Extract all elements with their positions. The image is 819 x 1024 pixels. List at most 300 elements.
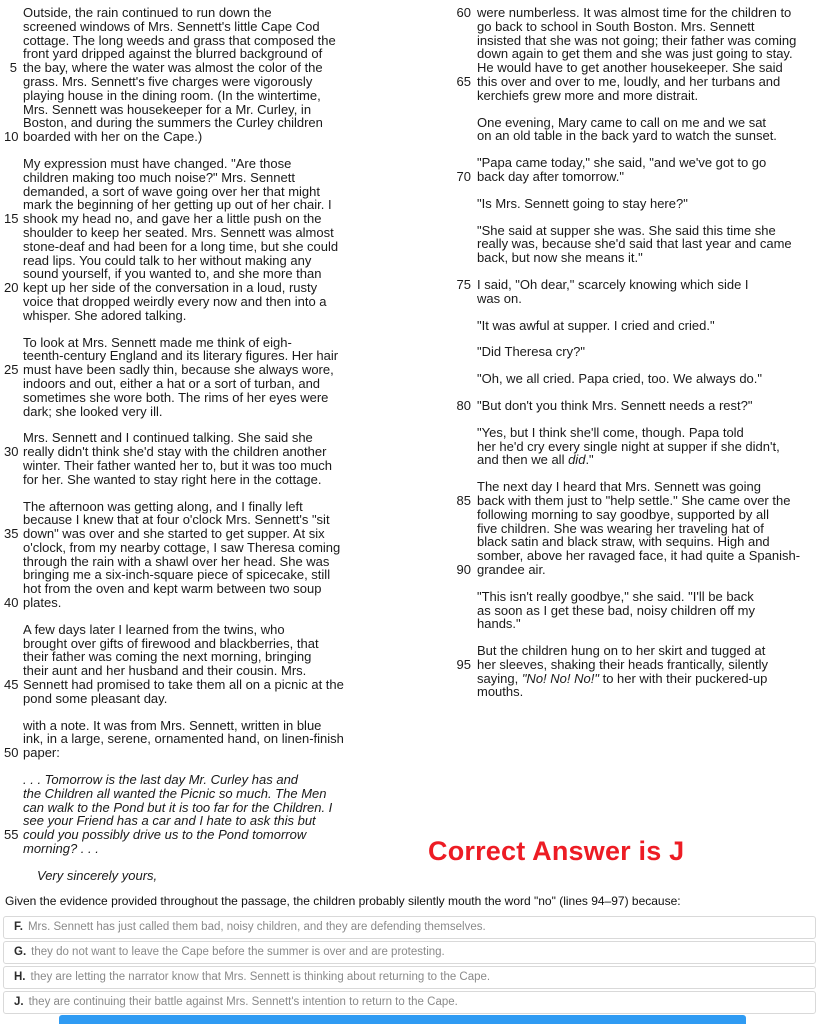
line-number — [4, 568, 17, 582]
passage-line-text: read lips. You could talk to her without making any — [23, 252, 312, 268]
passage-line — [4, 555, 416, 569]
passage-line — [4, 47, 416, 61]
line-number — [4, 869, 17, 883]
text-segment: "No! No! No!" — [521, 670, 599, 686]
passage-line — [4, 185, 416, 199]
passage-line-text: Boston, and during the summers the Curley children — [23, 115, 323, 131]
passage-line — [454, 549, 816, 563]
passage-line — [454, 75, 816, 89]
passage-line — [454, 604, 816, 618]
passage-line-text: "Yes, but I think she'll come, though. Papa told — [477, 424, 744, 440]
line-number — [4, 431, 17, 445]
passage-line — [454, 453, 816, 467]
line-number — [454, 508, 471, 522]
passage-line-text: back with them just to "help settle." She came over the — [477, 492, 791, 508]
passage-line-text: paper: — [23, 745, 60, 761]
line-number — [454, 20, 471, 34]
passage-paragraph — [4, 623, 416, 706]
line-number — [454, 129, 471, 143]
line-number — [454, 34, 471, 48]
passage-line-text: Outside, the rain continued to run down the — [23, 5, 272, 20]
line-number — [4, 773, 17, 787]
line-number — [454, 685, 471, 699]
passage-paragraph — [4, 773, 416, 856]
passage-line — [454, 47, 816, 61]
passage-line-text: really was, because she'd said that last year and came — [477, 236, 792, 252]
passage-paragraph — [454, 399, 816, 413]
passage-line — [4, 240, 416, 254]
line-number — [4, 336, 17, 350]
line-number: 65 — [456, 73, 471, 89]
passage-line — [4, 869, 416, 883]
passage-line-text: their father was coming the next morning, bringing — [23, 649, 312, 665]
passage-line — [454, 20, 816, 34]
line-number — [4, 582, 17, 596]
passage-line-text: "It was awful at supper. I cried and cried." — [477, 317, 715, 333]
line-number: 25 — [4, 362, 19, 378]
passage-line-text: back, but now she means it." — [477, 250, 643, 266]
passage-line — [4, 664, 416, 678]
passage-line-text: "Papa came today," she said, "and we've got to go — [477, 155, 767, 171]
passage-line — [4, 787, 416, 801]
passage-line-text: voice that dropped weirdly every now and then into a — [23, 293, 327, 309]
passage-paragraph — [454, 278, 816, 306]
line-number — [454, 535, 471, 549]
passage-line — [454, 251, 816, 265]
passage-line-text: for her. She wanted to stay right here in the cottage. — [23, 471, 322, 487]
passage-line-text: grandee air. — [477, 561, 546, 577]
passage-line — [454, 197, 816, 211]
passage-line — [454, 590, 816, 604]
line-number — [4, 89, 17, 103]
passage-line — [4, 445, 416, 459]
passage-line-text: sound yourself, if you wanted to, and she more than — [23, 266, 322, 282]
passage-line-text: as soon as I get these bad, noisy children off my — [477, 602, 755, 618]
line-number — [4, 6, 17, 20]
passage-line — [454, 644, 816, 658]
passage-line — [454, 89, 816, 103]
passage-line — [454, 399, 816, 413]
passage-line — [454, 61, 816, 75]
line-number — [4, 116, 17, 130]
passage-line-text: Mrs. Sennett and I continued talking. She said she — [23, 430, 313, 446]
passage-line — [4, 732, 416, 746]
passage-line-text: the Children all wanted the Picnic so much. The Men — [23, 785, 327, 801]
passage-line — [4, 582, 416, 596]
passage-paragraph — [4, 869, 416, 883]
line-number — [4, 732, 17, 746]
passage-line — [4, 623, 416, 637]
passage-paragraph — [454, 590, 816, 631]
passage-line-text: plates. — [23, 595, 62, 611]
passage-line — [4, 103, 416, 117]
passage-column-left — [4, 6, 416, 896]
passage-line-text: go back to school in South Boston. Mrs. Sennett — [477, 18, 755, 34]
line-number — [4, 185, 17, 199]
passage-line-text: To look at Mrs. Sennett made me think of eigh- — [23, 334, 292, 350]
passage-line — [4, 500, 416, 514]
passage-line — [4, 692, 416, 706]
line-number — [4, 473, 17, 487]
passage-line-text: mark the beginning of her getting up out of her chair. I — [23, 197, 332, 213]
passage-line — [4, 678, 416, 692]
passage-line — [454, 292, 816, 306]
passage-paragraph — [454, 197, 816, 211]
passage-line-text: could you possibly drive us to the Pond tomorrow — [23, 827, 307, 843]
text-segment: ." — [585, 452, 594, 468]
passage-paragraph — [454, 116, 816, 144]
passage-line-text: winter. Their father wanted her to, but it was too much — [23, 457, 333, 473]
passage-line-text: on an old table in the back yard to watch the sunset. — [477, 128, 777, 144]
passage-line — [454, 617, 816, 631]
passage-line-text: their aunt and her husband and their cousin. Mrs. — [23, 663, 307, 679]
passage-line — [4, 267, 416, 281]
passage-line — [4, 212, 416, 226]
passage-line-text: hands." — [477, 616, 521, 632]
passage-line-text — [477, 453, 594, 467]
passage-line-text: hot from the oven and kept warm between two soup — [23, 581, 322, 597]
line-number — [4, 459, 17, 473]
line-number — [4, 787, 17, 801]
line-number — [454, 480, 471, 494]
passage-line — [4, 116, 416, 130]
passage-line-text: was on. — [477, 290, 522, 306]
passage-line — [454, 480, 816, 494]
passage-line-text: kerchiefs grew more and more distrait. — [477, 87, 699, 103]
passage-line — [454, 563, 816, 577]
passage-line-text: must have been sadly thin, because she always wore, — [23, 362, 334, 378]
passage-line — [4, 773, 416, 787]
passage-line-text: the bay, where the water was almost the color of the — [23, 60, 323, 76]
line-number — [454, 292, 471, 306]
line-number — [4, 267, 17, 281]
line-number — [4, 637, 17, 651]
passage-line-text: morning? . . . — [23, 841, 99, 857]
answer-option[interactable] — [3, 991, 816, 1014]
passage-paragraph — [4, 157, 416, 323]
line-number — [454, 197, 471, 211]
passage-paragraph — [454, 6, 816, 103]
passage-line-text: . . . Tomorrow is the last day Mr. Curley has and — [23, 772, 299, 788]
passage-line — [454, 440, 816, 454]
passage-line — [4, 254, 416, 268]
passage-line — [4, 513, 416, 527]
passage-line — [454, 522, 816, 536]
line-number — [4, 240, 17, 254]
passage-line-text: grass. Mrs. Sennett's five charges were vigorously — [23, 73, 313, 89]
passage-line-text: with a note. It was from Mrs. Sennett, written in blue — [23, 717, 322, 733]
passage-line-text: One evening, Mary came to call on me and we sat — [477, 114, 767, 130]
passage-line-text: "This isn't really goodbye," she said. "I'll be back — [477, 588, 754, 604]
option-text: Mrs. Sennett has just called them bad, noisy children, and they are defending themselves. — [27, 921, 486, 933]
line-number — [4, 801, 17, 815]
passage-paragraph — [4, 431, 416, 486]
passage-line-text: o'clock, from my nearby cottage, I saw Theresa coming — [23, 539, 341, 555]
text-segment: did — [568, 452, 586, 468]
line-number — [4, 500, 17, 514]
passage-line — [4, 130, 416, 144]
passage-line — [454, 535, 816, 549]
question-section — [3, 894, 816, 1014]
option-text: they do not want to leave the Cape before the summer is over and are protesting. — [31, 946, 445, 958]
line-number — [454, 251, 471, 265]
passage-line-text: "Did Theresa cry?" — [477, 344, 585, 360]
line-number — [4, 309, 17, 323]
line-number — [4, 171, 17, 185]
passage-line — [4, 75, 416, 89]
passage-line — [454, 494, 816, 508]
text-segment: to her with their puckered-up — [598, 670, 768, 686]
passage-line — [4, 596, 416, 610]
passage-line — [4, 801, 416, 815]
passage-line-text: I said, "Oh dear," scarcely knowing which side I — [477, 276, 749, 292]
passage-line — [454, 224, 816, 238]
passage-line-text: because I knew that at four o'clock Mrs. Sennett's "sit — [23, 512, 330, 528]
passage-line-text: screened windows of Mrs. Sennett's little Cape Cod — [23, 18, 320, 34]
passage-paragraph — [4, 719, 416, 760]
passage-line — [4, 89, 416, 103]
passage-column-right — [454, 6, 816, 896]
line-number — [454, 116, 471, 130]
line-number — [454, 156, 471, 170]
line-number — [454, 617, 471, 631]
passage-line-text: demanded, a sort of wave going over her that might — [23, 183, 321, 199]
passage-line-text: stone-deaf and had been for a long time, but she could — [23, 238, 339, 254]
question-prompt: Given the evidence provided throughout the passage, the children probably silently mouth the word "no" (lines 94–97) because: — [5, 894, 681, 908]
line-number — [4, 349, 17, 363]
passage-line — [4, 541, 416, 555]
reading-passage — [4, 6, 816, 896]
passage-line-text: somber, above her ravaged face, it had quite a Spanish- — [477, 548, 801, 564]
passage-line-text: Sennett had promised to take them all on a picnic at the — [23, 677, 344, 693]
passage-line-text: down" was over and she started to get supper. At six — [23, 526, 325, 542]
line-number: 20 — [4, 280, 19, 296]
answer-options — [3, 916, 816, 1014]
passage-paragraph — [4, 500, 416, 610]
passage-line-text: ink, in a large, serene, ornamented hand, on linen-finish — [23, 731, 344, 747]
passage-line — [4, 295, 416, 309]
option-letter: J. — [14, 996, 24, 1008]
line-number — [454, 672, 471, 686]
passage-paragraph — [454, 224, 816, 265]
passage-line — [4, 157, 416, 171]
line-number — [4, 513, 17, 527]
line-number — [4, 75, 17, 89]
passage-paragraph — [454, 156, 816, 184]
line-number: 10 — [4, 129, 19, 145]
passage-line — [4, 459, 416, 473]
passage-line-text: "Oh, we all cried. Papa cried, too. We always do." — [477, 371, 763, 387]
line-number: 80 — [456, 397, 471, 413]
passage-line-text: see your Friend has a car and I hate to ask this but — [23, 813, 316, 829]
passage-paragraph — [454, 319, 816, 333]
passage-paragraph — [4, 6, 416, 144]
line-number — [454, 549, 471, 563]
passage-line — [454, 345, 816, 359]
line-number: 5 — [9, 60, 17, 76]
passage-line-text: through the rain with a shawl over her head. She was — [23, 553, 330, 569]
passage-line — [4, 349, 416, 363]
passage-line — [454, 372, 816, 386]
line-number — [4, 405, 17, 419]
passage-line-text: whisper. She adored talking. — [23, 307, 187, 323]
passage-line-text: were numberless. It was almost time for the children to — [477, 5, 792, 20]
line-number — [4, 623, 17, 637]
passage-line-text: children making too much noise?" Mrs. Sennett — [23, 169, 295, 185]
passage-line-text: bringing me a six-inch-square piece of spicecake, still — [23, 567, 331, 583]
option-letter: G. — [14, 946, 27, 958]
line-number: 75 — [456, 276, 471, 292]
passage-line-text: A few days later I learned from the twins, who — [23, 621, 285, 637]
passage-line — [4, 377, 416, 391]
passage-line — [4, 34, 416, 48]
line-number — [454, 604, 471, 618]
passage-line-text: kept up her side of the conversation in a loud, rusty — [23, 280, 318, 296]
line-number — [4, 541, 17, 555]
passage-line-text: down again to get them and she was just going to stay. — [477, 46, 793, 62]
passage-line-text: He would have to get another housekeeper. She said — [477, 60, 783, 76]
passage-line-text: Very sincerely yours, — [37, 867, 158, 883]
answer-option[interactable] — [3, 966, 816, 989]
passage-line-text: cottage. The long weeds and grass that composed the — [23, 32, 336, 48]
line-number: 90 — [456, 561, 471, 577]
passage-line-text: can walk to the Pond but it is too far for the Children. I — [23, 799, 333, 815]
passage-line — [4, 336, 416, 350]
line-number: 55 — [4, 827, 19, 843]
passage-line-text: following morning to say goodbye, supported by all — [477, 506, 769, 522]
passage-paragraph — [454, 644, 816, 699]
option-text: they are letting the narrator know that Mrs. Sennett is thinking about returning to the Cape. — [30, 971, 491, 983]
passage-line-text: her sleeves, shaking their heads frantically, silently — [477, 656, 768, 672]
line-number — [454, 224, 471, 238]
option-letter: F. — [14, 921, 23, 933]
line-number — [454, 61, 471, 75]
passage-line — [4, 281, 416, 295]
passage-line-text: teenth-century England and its literary figures. Her hair — [23, 348, 339, 364]
passage-line-text: five children. She was wearing her traveling hat of — [477, 520, 764, 536]
passage-line-text: "But don't you think Mrs. Sennett needs a rest?" — [477, 397, 753, 413]
passage-line — [4, 198, 416, 212]
passage-line-text: boarded with her on the Cape.) — [23, 129, 203, 145]
line-number — [4, 719, 17, 733]
line-number: 70 — [456, 168, 471, 184]
passage-paragraph — [4, 336, 416, 419]
correct-answer-banner: Correct Answer is J — [428, 836, 685, 866]
text-segment: and then we all — [477, 452, 569, 468]
passage-line-text: My expression must have changed. "Are those — [23, 155, 292, 171]
passage-line-text — [477, 672, 767, 686]
passage-line — [4, 20, 416, 34]
answer-option[interactable] — [3, 941, 816, 964]
passage-line — [4, 842, 416, 856]
line-number — [4, 103, 17, 117]
passage-line — [4, 568, 416, 582]
line-number — [4, 226, 17, 240]
passage-line-text: indoors and out, either a hat or a sort of turban, and — [23, 375, 321, 391]
passage-line-text: insisted that she was not going; their father was coming — [477, 32, 797, 48]
line-number — [454, 319, 471, 333]
passage-line — [4, 171, 416, 185]
passage-line-text: Mrs. Sennett was housekeeper for a Mr. Curley, in — [23, 101, 312, 117]
passage-line — [4, 746, 416, 760]
passage-line-text: "She said at supper she was. She said this time she — [477, 222, 776, 238]
answer-option[interactable] — [3, 916, 816, 939]
passage-line — [4, 226, 416, 240]
passage-line-text: black satin and black straw, with sequins. High and — [477, 534, 770, 550]
line-number — [4, 295, 17, 309]
passage-line — [454, 278, 816, 292]
passage-line-text: The afternoon was getting along, and I finally left — [23, 498, 303, 514]
option-letter: H. — [14, 971, 26, 983]
passage-paragraph — [454, 345, 816, 359]
passage-line-text: "Is Mrs. Sennett going to stay here?" — [477, 195, 688, 211]
passage-paragraph — [454, 480, 816, 577]
passage-line — [454, 672, 816, 686]
passage-line — [4, 527, 416, 541]
line-number — [4, 20, 17, 34]
line-number: 30 — [4, 444, 19, 460]
line-number: 35 — [4, 526, 19, 542]
passage-line-text: front yard dripped against the blurred background of — [23, 46, 323, 62]
line-number: 95 — [456, 656, 471, 672]
passage-line-text: mouths. — [477, 684, 524, 700]
passage-line-text: back day after tomorrow." — [477, 168, 624, 184]
line-number — [4, 377, 17, 391]
passage-line — [454, 170, 816, 184]
passage-line-text: shoulder to keep her seated. Mrs. Sennett was almost — [23, 224, 334, 240]
passage-line-text: brought over gifts of firewood and blackberries, that — [23, 635, 319, 651]
passage-line — [4, 719, 416, 733]
text-segment: saying, — [477, 670, 522, 686]
passage-line-text: really didn't think she'd stay with the children another — [23, 444, 327, 460]
passage-line — [454, 426, 816, 440]
passage-line — [4, 650, 416, 664]
line-number: 60 — [456, 5, 471, 20]
option-text: they are continuing their battle against Mrs. Sennett's intention to return to the Cape. — [28, 996, 458, 1008]
line-number — [4, 814, 17, 828]
passage-line — [4, 405, 416, 419]
line-number: 50 — [4, 745, 19, 761]
passage-line — [4, 391, 416, 405]
line-number — [454, 644, 471, 658]
line-number — [4, 555, 17, 569]
line-number — [4, 391, 17, 405]
passage-line-text: sometimes she wore both. The rims of her eyes were — [23, 389, 329, 405]
line-number: 85 — [456, 492, 471, 508]
passage-line — [454, 508, 816, 522]
line-number — [454, 345, 471, 359]
line-number: 40 — [4, 595, 19, 611]
line-number — [454, 89, 471, 103]
passage-line — [4, 637, 416, 651]
passage-line — [4, 6, 416, 20]
line-number — [4, 664, 17, 678]
line-number — [4, 842, 17, 856]
line-number — [454, 237, 471, 251]
line-number — [454, 522, 471, 536]
line-number — [4, 47, 17, 61]
footer-bar[interactable] — [59, 1015, 746, 1024]
passage-line-text: playing house in the dining room. (In the wintertime, — [23, 87, 321, 103]
passage-line — [454, 237, 816, 251]
line-number: 15 — [4, 211, 19, 227]
passage-line — [454, 319, 816, 333]
line-number — [4, 34, 17, 48]
passage-line — [4, 814, 416, 828]
passage-line — [454, 6, 816, 20]
line-number — [4, 157, 17, 171]
line-number — [4, 254, 17, 268]
